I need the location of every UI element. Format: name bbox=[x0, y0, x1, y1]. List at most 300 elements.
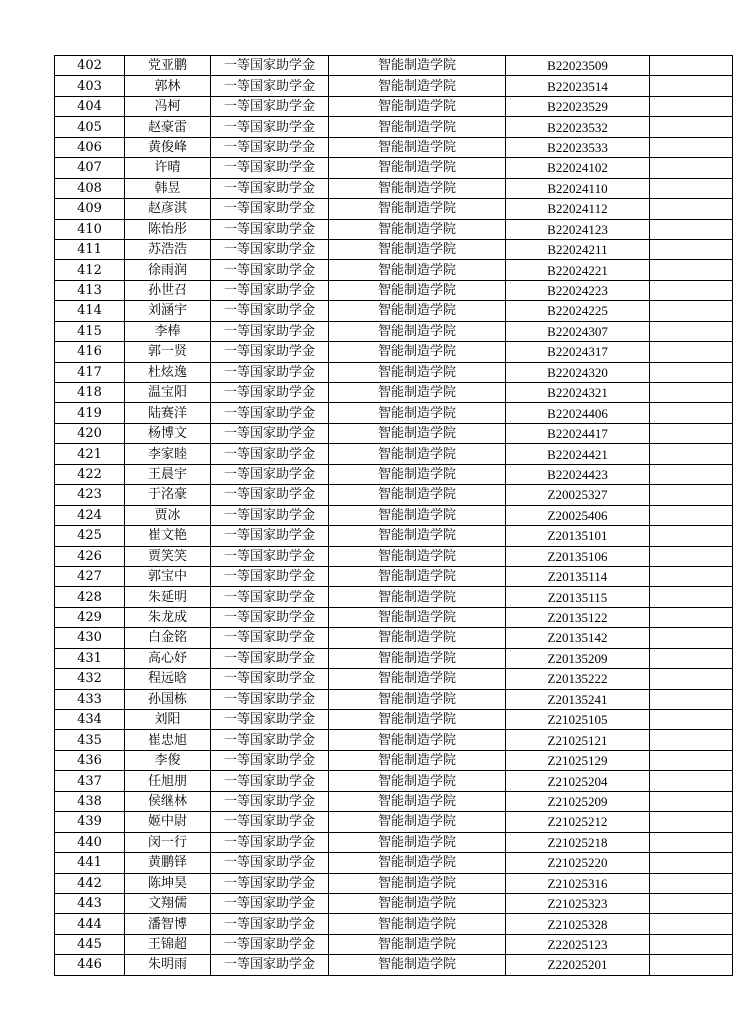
award-type: 一等国家助学金 bbox=[211, 771, 329, 791]
row-number: 403 bbox=[55, 76, 125, 96]
award-type: 一等国家助学金 bbox=[211, 178, 329, 198]
remarks-cell bbox=[650, 689, 733, 709]
student-name: 贾冰 bbox=[125, 505, 211, 525]
college-name: 智能制造学院 bbox=[329, 648, 506, 668]
table-row bbox=[55, 485, 733, 505]
remarks-cell bbox=[650, 444, 733, 464]
row-number: 415 bbox=[55, 321, 125, 341]
student-name: 李家睦 bbox=[125, 444, 211, 464]
college-name: 智能制造学院 bbox=[329, 158, 506, 178]
college-name: 智能制造学院 bbox=[329, 56, 506, 76]
student-name: 王晨宇 bbox=[125, 464, 211, 484]
remarks-cell bbox=[650, 853, 733, 873]
table-row bbox=[55, 914, 733, 934]
student-name: 赵豪雷 bbox=[125, 117, 211, 137]
award-type: 一等国家助学金 bbox=[211, 158, 329, 178]
remarks-cell bbox=[650, 750, 733, 770]
college-name: 智能制造学院 bbox=[329, 587, 506, 607]
award-type: 一等国家助学金 bbox=[211, 56, 329, 76]
award-type: 一等国家助学金 bbox=[211, 546, 329, 566]
student-name: 王锦超 bbox=[125, 934, 211, 954]
row-number: 422 bbox=[55, 464, 125, 484]
college-name: 智能制造学院 bbox=[329, 812, 506, 832]
college-name: 智能制造学院 bbox=[329, 137, 506, 157]
student-name: 徐雨润 bbox=[125, 260, 211, 280]
row-number: 441 bbox=[55, 853, 125, 873]
college-name: 智能制造学院 bbox=[329, 669, 506, 689]
student-id: Z20135222 bbox=[506, 669, 650, 689]
college-name: 智能制造学院 bbox=[329, 934, 506, 954]
student-name: 黄鹏铎 bbox=[125, 853, 211, 873]
college-name: 智能制造学院 bbox=[329, 893, 506, 913]
student-name: 高心妤 bbox=[125, 648, 211, 668]
award-type: 一等国家助学金 bbox=[211, 260, 329, 280]
student-id: Z20135142 bbox=[506, 628, 650, 648]
award-type: 一等国家助学金 bbox=[211, 505, 329, 525]
remarks-cell bbox=[650, 893, 733, 913]
remarks-cell bbox=[650, 117, 733, 137]
remarks-cell bbox=[650, 219, 733, 239]
remarks-cell bbox=[650, 832, 733, 852]
student-id: Z21025209 bbox=[506, 791, 650, 811]
student-id: B22024211 bbox=[506, 239, 650, 259]
table-row bbox=[55, 669, 733, 689]
remarks-cell bbox=[650, 260, 733, 280]
table-row bbox=[55, 689, 733, 709]
row-number: 424 bbox=[55, 505, 125, 525]
remarks-cell bbox=[650, 485, 733, 505]
row-number: 433 bbox=[55, 689, 125, 709]
student-id: B22024102 bbox=[506, 158, 650, 178]
row-number: 418 bbox=[55, 383, 125, 403]
remarks-cell bbox=[650, 464, 733, 484]
grant-recipient-table bbox=[54, 55, 733, 976]
award-type: 一等国家助学金 bbox=[211, 791, 329, 811]
student-name: 温宝阳 bbox=[125, 383, 211, 403]
award-type: 一等国家助学金 bbox=[211, 832, 329, 852]
student-id: Z20135115 bbox=[506, 587, 650, 607]
table-row bbox=[55, 505, 733, 525]
student-name: 冯柯 bbox=[125, 96, 211, 116]
remarks-cell bbox=[650, 423, 733, 443]
college-name: 智能制造学院 bbox=[329, 96, 506, 116]
student-id: Z20025406 bbox=[506, 505, 650, 525]
table-row bbox=[55, 812, 733, 832]
row-number: 428 bbox=[55, 587, 125, 607]
award-type: 一等国家助学金 bbox=[211, 566, 329, 586]
row-number: 408 bbox=[55, 178, 125, 198]
remarks-cell bbox=[650, 710, 733, 730]
student-id: Z21025129 bbox=[506, 750, 650, 770]
student-id: Z21025204 bbox=[506, 771, 650, 791]
college-name: 智能制造学院 bbox=[329, 76, 506, 96]
student-name: 程远晗 bbox=[125, 669, 211, 689]
row-number: 406 bbox=[55, 137, 125, 157]
college-name: 智能制造学院 bbox=[329, 546, 506, 566]
award-type: 一等国家助学金 bbox=[211, 750, 329, 770]
table-row bbox=[55, 628, 733, 648]
college-name: 智能制造学院 bbox=[329, 853, 506, 873]
college-name: 智能制造学院 bbox=[329, 485, 506, 505]
remarks-cell bbox=[650, 873, 733, 893]
college-name: 智能制造学院 bbox=[329, 689, 506, 709]
student-name: 韩昱 bbox=[125, 178, 211, 198]
college-name: 智能制造学院 bbox=[329, 771, 506, 791]
college-name: 智能制造学院 bbox=[329, 403, 506, 423]
table-row bbox=[55, 403, 733, 423]
college-name: 智能制造学院 bbox=[329, 873, 506, 893]
table-row bbox=[55, 464, 733, 484]
award-type: 一等国家助学金 bbox=[211, 321, 329, 341]
table-row bbox=[55, 178, 733, 198]
row-number: 421 bbox=[55, 444, 125, 464]
award-type: 一等国家助学金 bbox=[211, 934, 329, 954]
row-number: 425 bbox=[55, 526, 125, 546]
student-name: 任旭朋 bbox=[125, 771, 211, 791]
award-type: 一等国家助学金 bbox=[211, 96, 329, 116]
college-name: 智能制造学院 bbox=[329, 464, 506, 484]
student-id: B22024320 bbox=[506, 362, 650, 382]
award-type: 一等国家助学金 bbox=[211, 137, 329, 157]
remarks-cell bbox=[650, 403, 733, 423]
table-row bbox=[55, 96, 733, 116]
college-name: 智能制造学院 bbox=[329, 362, 506, 382]
row-number: 440 bbox=[55, 832, 125, 852]
row-number: 414 bbox=[55, 301, 125, 321]
student-id: B22024417 bbox=[506, 423, 650, 443]
table-row bbox=[55, 158, 733, 178]
remarks-cell bbox=[650, 771, 733, 791]
student-name: 崔忠旭 bbox=[125, 730, 211, 750]
student-name: 黄俊峰 bbox=[125, 137, 211, 157]
table-row bbox=[55, 607, 733, 627]
college-name: 智能制造学院 bbox=[329, 955, 506, 975]
row-number: 431 bbox=[55, 648, 125, 668]
remarks-cell bbox=[650, 669, 733, 689]
remarks-cell bbox=[650, 914, 733, 934]
row-number: 442 bbox=[55, 873, 125, 893]
row-number: 420 bbox=[55, 423, 125, 443]
student-id: B22023514 bbox=[506, 76, 650, 96]
table-row bbox=[55, 423, 733, 443]
student-name: 党亚鹏 bbox=[125, 56, 211, 76]
college-name: 智能制造学院 bbox=[329, 178, 506, 198]
row-number: 434 bbox=[55, 710, 125, 730]
student-id: Z20135114 bbox=[506, 566, 650, 586]
college-name: 智能制造学院 bbox=[329, 423, 506, 443]
student-id: Z20135122 bbox=[506, 607, 650, 627]
student-id: Z20025327 bbox=[506, 485, 650, 505]
student-name: 郭林 bbox=[125, 76, 211, 96]
row-number: 439 bbox=[55, 812, 125, 832]
row-number: 423 bbox=[55, 485, 125, 505]
row-number: 417 bbox=[55, 362, 125, 382]
student-name: 李棒 bbox=[125, 321, 211, 341]
table-row bbox=[55, 893, 733, 913]
college-name: 智能制造学院 bbox=[329, 117, 506, 137]
award-type: 一等国家助学金 bbox=[211, 117, 329, 137]
remarks-cell bbox=[650, 158, 733, 178]
student-id: B22024223 bbox=[506, 280, 650, 300]
row-number: 429 bbox=[55, 607, 125, 627]
student-id: Z21025218 bbox=[506, 832, 650, 852]
student-id: B22023529 bbox=[506, 96, 650, 116]
table-row bbox=[55, 239, 733, 259]
table-row bbox=[55, 280, 733, 300]
award-type: 一等国家助学金 bbox=[211, 403, 329, 423]
award-type: 一等国家助学金 bbox=[211, 873, 329, 893]
remarks-cell bbox=[650, 280, 733, 300]
student-id: Z21025328 bbox=[506, 914, 650, 934]
student-name: 贾笑笑 bbox=[125, 546, 211, 566]
award-type: 一等国家助学金 bbox=[211, 669, 329, 689]
student-name: 朱龙成 bbox=[125, 607, 211, 627]
row-number: 407 bbox=[55, 158, 125, 178]
table-row bbox=[55, 955, 733, 975]
table-row bbox=[55, 791, 733, 811]
student-name: 苏浩浩 bbox=[125, 239, 211, 259]
table-row bbox=[55, 873, 733, 893]
student-id: B22024110 bbox=[506, 178, 650, 198]
student-id: B22023533 bbox=[506, 137, 650, 157]
student-name: 朱延明 bbox=[125, 587, 211, 607]
student-id: Z21025105 bbox=[506, 710, 650, 730]
remarks-cell bbox=[650, 628, 733, 648]
student-id: B22023532 bbox=[506, 117, 650, 137]
table-row bbox=[55, 771, 733, 791]
award-type: 一等国家助学金 bbox=[211, 199, 329, 219]
student-name: 郭宝中 bbox=[125, 566, 211, 586]
college-name: 智能制造学院 bbox=[329, 444, 506, 464]
remarks-cell bbox=[650, 648, 733, 668]
student-id: B22024123 bbox=[506, 219, 650, 239]
award-type: 一等国家助学金 bbox=[211, 893, 329, 913]
remarks-cell bbox=[650, 383, 733, 403]
row-number: 444 bbox=[55, 914, 125, 934]
remarks-cell bbox=[650, 301, 733, 321]
remarks-cell bbox=[650, 505, 733, 525]
row-number: 404 bbox=[55, 96, 125, 116]
student-id: B22024221 bbox=[506, 260, 650, 280]
college-name: 智能制造学院 bbox=[329, 526, 506, 546]
remarks-cell bbox=[650, 239, 733, 259]
row-number: 416 bbox=[55, 342, 125, 362]
table-row bbox=[55, 444, 733, 464]
award-type: 一等国家助学金 bbox=[211, 383, 329, 403]
student-name: 姬中尉 bbox=[125, 812, 211, 832]
student-name: 刘阳 bbox=[125, 710, 211, 730]
row-number: 435 bbox=[55, 730, 125, 750]
award-type: 一等国家助学金 bbox=[211, 342, 329, 362]
table-body bbox=[55, 56, 733, 976]
table-row bbox=[55, 710, 733, 730]
row-number: 412 bbox=[55, 260, 125, 280]
student-id: Z20135101 bbox=[506, 526, 650, 546]
row-number: 410 bbox=[55, 219, 125, 239]
remarks-cell bbox=[650, 137, 733, 157]
student-name: 朱明雨 bbox=[125, 955, 211, 975]
remarks-cell bbox=[650, 178, 733, 198]
remarks-cell bbox=[650, 321, 733, 341]
award-type: 一等国家助学金 bbox=[211, 362, 329, 382]
student-id: Z20135209 bbox=[506, 648, 650, 668]
award-type: 一等国家助学金 bbox=[211, 607, 329, 627]
award-type: 一等国家助学金 bbox=[211, 648, 329, 668]
table-row bbox=[55, 383, 733, 403]
award-type: 一等国家助学金 bbox=[211, 444, 329, 464]
award-type: 一等国家助学金 bbox=[211, 710, 329, 730]
award-type: 一等国家助学金 bbox=[211, 423, 329, 443]
college-name: 智能制造学院 bbox=[329, 383, 506, 403]
award-type: 一等国家助学金 bbox=[211, 526, 329, 546]
student-name: 杨博文 bbox=[125, 423, 211, 443]
award-type: 一等国家助学金 bbox=[211, 812, 329, 832]
award-type: 一等国家助学金 bbox=[211, 219, 329, 239]
remarks-cell bbox=[650, 955, 733, 975]
student-id: Z21025323 bbox=[506, 893, 650, 913]
table-row bbox=[55, 362, 733, 382]
row-number: 430 bbox=[55, 628, 125, 648]
student-id: B22024225 bbox=[506, 301, 650, 321]
table-row bbox=[55, 730, 733, 750]
remarks-cell bbox=[650, 526, 733, 546]
college-name: 智能制造学院 bbox=[329, 832, 506, 852]
award-type: 一等国家助学金 bbox=[211, 280, 329, 300]
table-row bbox=[55, 566, 733, 586]
remarks-cell bbox=[650, 566, 733, 586]
table-row bbox=[55, 750, 733, 770]
row-number: 437 bbox=[55, 771, 125, 791]
award-type: 一等国家助学金 bbox=[211, 914, 329, 934]
table-row bbox=[55, 832, 733, 852]
remarks-cell bbox=[650, 607, 733, 627]
row-number: 438 bbox=[55, 791, 125, 811]
student-name: 郭一贤 bbox=[125, 342, 211, 362]
student-id: Z21025316 bbox=[506, 873, 650, 893]
table-row bbox=[55, 587, 733, 607]
remarks-cell bbox=[650, 546, 733, 566]
college-name: 智能制造学院 bbox=[329, 607, 506, 627]
student-name: 侯继林 bbox=[125, 791, 211, 811]
award-type: 一等国家助学金 bbox=[211, 239, 329, 259]
table-row bbox=[55, 219, 733, 239]
remarks-cell bbox=[650, 56, 733, 76]
table-row bbox=[55, 199, 733, 219]
student-name: 于洺豪 bbox=[125, 485, 211, 505]
table-row bbox=[55, 934, 733, 954]
table-row bbox=[55, 546, 733, 566]
row-number: 419 bbox=[55, 403, 125, 423]
student-name: 陈怡彤 bbox=[125, 219, 211, 239]
award-type: 一等国家助学金 bbox=[211, 76, 329, 96]
table-row bbox=[55, 321, 733, 341]
student-name: 刘涵宇 bbox=[125, 301, 211, 321]
student-id: B22024421 bbox=[506, 444, 650, 464]
student-id: B22023509 bbox=[506, 56, 650, 76]
remarks-cell bbox=[650, 730, 733, 750]
student-name: 潘智博 bbox=[125, 914, 211, 934]
student-name: 杜炫逸 bbox=[125, 362, 211, 382]
student-name: 文翔儒 bbox=[125, 893, 211, 913]
award-type: 一等国家助学金 bbox=[211, 730, 329, 750]
student-id: B22024321 bbox=[506, 383, 650, 403]
remarks-cell bbox=[650, 791, 733, 811]
college-name: 智能制造学院 bbox=[329, 219, 506, 239]
row-number: 402 bbox=[55, 56, 125, 76]
table-row bbox=[55, 342, 733, 362]
college-name: 智能制造学院 bbox=[329, 505, 506, 525]
remarks-cell bbox=[650, 934, 733, 954]
student-name: 闵一行 bbox=[125, 832, 211, 852]
college-name: 智能制造学院 bbox=[329, 628, 506, 648]
row-number: 446 bbox=[55, 955, 125, 975]
table-row bbox=[55, 76, 733, 96]
award-type: 一等国家助学金 bbox=[211, 485, 329, 505]
row-number: 411 bbox=[55, 239, 125, 259]
table-row bbox=[55, 117, 733, 137]
table-row bbox=[55, 137, 733, 157]
college-name: 智能制造学院 bbox=[329, 239, 506, 259]
table-row bbox=[55, 56, 733, 76]
student-id: Z22025123 bbox=[506, 934, 650, 954]
award-type: 一等国家助学金 bbox=[211, 853, 329, 873]
student-id: Z21025212 bbox=[506, 812, 650, 832]
college-name: 智能制造学院 bbox=[329, 914, 506, 934]
student-id: Z21025121 bbox=[506, 730, 650, 750]
award-type: 一等国家助学金 bbox=[211, 587, 329, 607]
row-number: 427 bbox=[55, 566, 125, 586]
table-row bbox=[55, 526, 733, 546]
table-row bbox=[55, 301, 733, 321]
student-id: B22024112 bbox=[506, 199, 650, 219]
student-name: 白金铭 bbox=[125, 628, 211, 648]
remarks-cell bbox=[650, 342, 733, 362]
student-name: 孙世召 bbox=[125, 280, 211, 300]
row-number: 426 bbox=[55, 546, 125, 566]
student-name: 孙国栋 bbox=[125, 689, 211, 709]
row-number: 413 bbox=[55, 280, 125, 300]
college-name: 智能制造学院 bbox=[329, 199, 506, 219]
student-name: 崔文艳 bbox=[125, 526, 211, 546]
student-name: 李俊 bbox=[125, 750, 211, 770]
student-name: 陆赛洋 bbox=[125, 403, 211, 423]
student-name: 陈坤昊 bbox=[125, 873, 211, 893]
table-row bbox=[55, 853, 733, 873]
table-row bbox=[55, 648, 733, 668]
student-id: Z20135241 bbox=[506, 689, 650, 709]
student-id: Z20135106 bbox=[506, 546, 650, 566]
row-number: 436 bbox=[55, 750, 125, 770]
remarks-cell bbox=[650, 362, 733, 382]
remarks-cell bbox=[650, 812, 733, 832]
student-id: B22024317 bbox=[506, 342, 650, 362]
student-id: B22024423 bbox=[506, 464, 650, 484]
row-number: 409 bbox=[55, 199, 125, 219]
table-row bbox=[55, 260, 733, 280]
student-name: 许晴 bbox=[125, 158, 211, 178]
college-name: 智能制造学院 bbox=[329, 730, 506, 750]
college-name: 智能制造学院 bbox=[329, 750, 506, 770]
remarks-cell bbox=[650, 587, 733, 607]
row-number: 443 bbox=[55, 893, 125, 913]
student-id: B22024307 bbox=[506, 321, 650, 341]
college-name: 智能制造学院 bbox=[329, 710, 506, 730]
remarks-cell bbox=[650, 96, 733, 116]
remarks-cell bbox=[650, 76, 733, 96]
student-id: B22024406 bbox=[506, 403, 650, 423]
student-id: Z22025201 bbox=[506, 955, 650, 975]
row-number: 432 bbox=[55, 669, 125, 689]
